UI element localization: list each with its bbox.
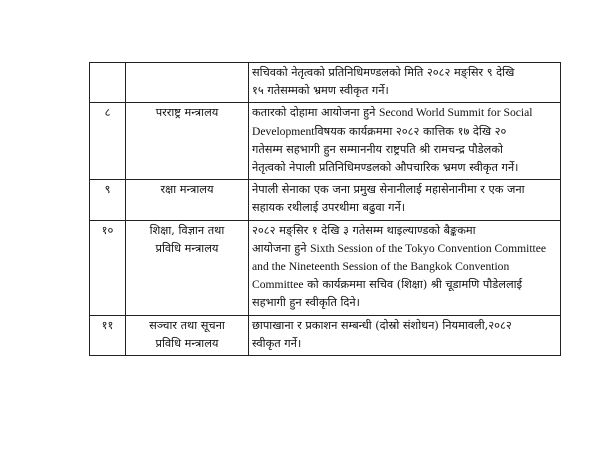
decision-text: सचिवको नेतृत्वको प्रतिनिधिमण्डलको मिति २०८२ मङ्सिर ९ देखि १५ गतेसम्मको भ्रमण स्वीकृत गर्ने। — [249, 63, 561, 103]
english-event-name: Sixth Session of the Tokyo Convention Committee — [310, 241, 547, 255]
decision-text: नेपाली सेनाका एक जना प्रमुख सेनानीलाई महासेनानीमा र एक जना सहायक रथीलाई उपरथीमा बढुवा गर्ने। — [249, 180, 561, 220]
decision-text: कतारको दोहामा आयोजना हुने Second World Summit for Social Developmentविषयक कार्यक्रममा २०८२ कात्तिक १७ देखि २० गतेसम्म सहभागी हुन सम्माननीय राष्ट्रपति श्री रामचन्द्र पौडेलको नेतृत्वको नेपाली प्रतिनिधिमण्डलको औपचारिक भ्रमण स्वीकृत गर्ने। — [249, 103, 561, 180]
row-number: ११ — [90, 315, 126, 355]
row-number — [90, 63, 126, 103]
english-event-name: and the Nineteenth Session of the Bangkok Convention — [252, 260, 510, 274]
decision-text: २०८२ मङ्सिर १ देखि ३ गतेसम्म थाइल्याण्डको बैङ्ककमा आयोजना हुने Sixth Session of the Tokyo Convention Committee and the Nineteenth Session of the Bangkok Convention Committee को कार्यक्रममा सचिव (शिक्षा) श्री चूडामणि पौडेललाई सहभागी हुन स्वीकृति दिने। — [249, 220, 561, 315]
row-number: ९ — [90, 180, 126, 220]
table-row — [90, 220, 561, 315]
english-event-name: Committee — [252, 278, 304, 292]
english-event-name: Second World Summit for Social — [379, 106, 533, 120]
ministry-name: रक्षा मन्त्रालय — [126, 180, 249, 220]
row-number: ८ — [90, 103, 126, 180]
ministry-name — [126, 63, 249, 103]
ministry-name: शिक्षा, विज्ञान तथा प्रविधि मन्त्रालय — [126, 220, 249, 315]
table-row — [90, 103, 561, 180]
table-row — [90, 63, 561, 103]
decision-text: छापाखाना र प्रकाशन सम्बन्धी (दोस्रो संशोधन) नियमावली,२०८२ स्वीकृत गर्ने। — [249, 315, 561, 355]
table-row — [90, 315, 561, 355]
row-number: १० — [90, 220, 126, 315]
cabinet-decisions-table — [89, 62, 561, 356]
ministry-name: परराष्ट्र मन्त्रालय — [126, 103, 249, 180]
ministry-name: सञ्चार तथा सूचना प्रविधि मन्त्रालय — [126, 315, 249, 355]
english-event-name: Development — [252, 124, 315, 138]
table-row — [90, 180, 561, 220]
